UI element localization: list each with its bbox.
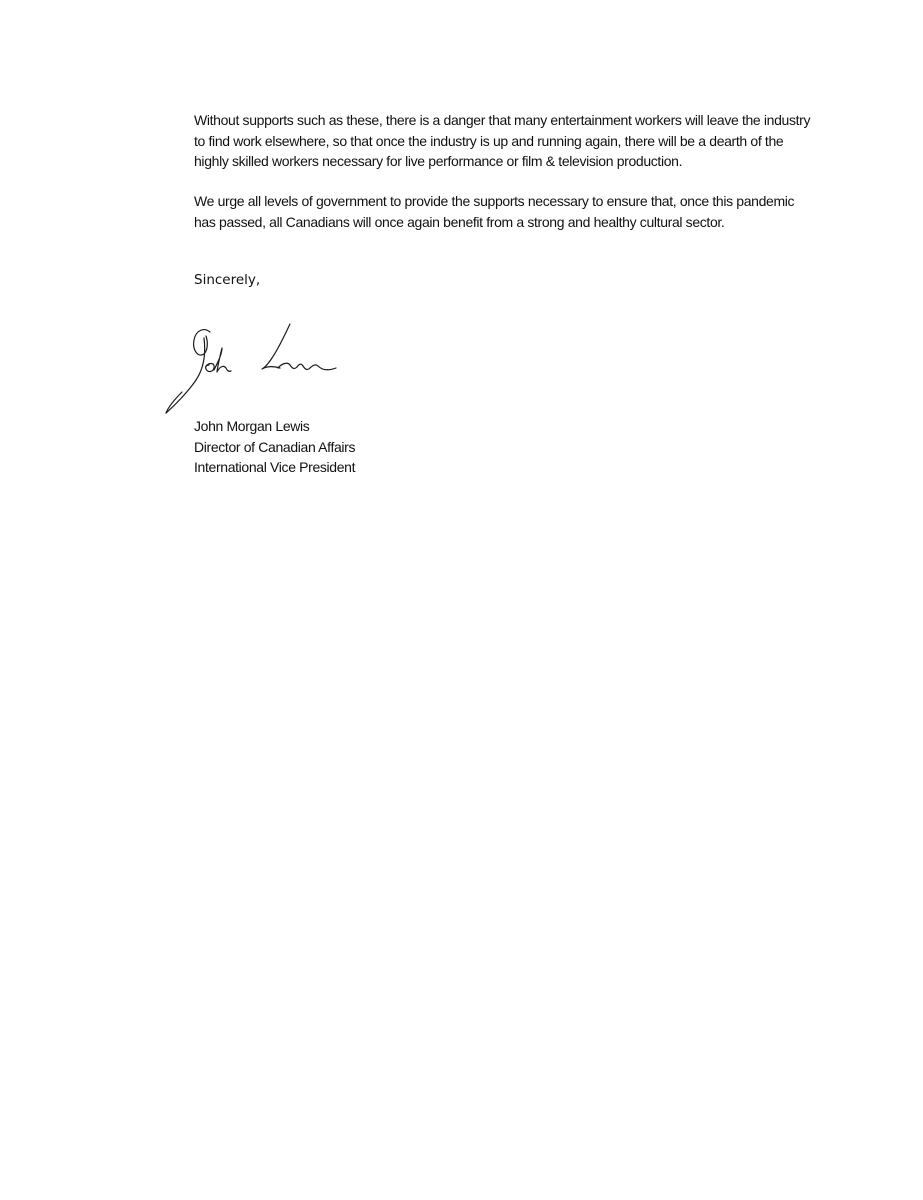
- body-paragraph: Without supports such as these, there is a danger that many entertainment workers will leave the industry to find work elsewhere, so that once the industry is up and running again, there will be a dearth of the highly skilled workers necessary for live performance or film & television production.: [194, 112, 811, 169]
- signer-role: International Vice President: [194, 459, 356, 475]
- closing-salutation: Sincerely,: [194, 272, 261, 288]
- signer-title: Director of Canadian Affairs: [194, 438, 356, 455]
- handwritten-signature: [160, 318, 340, 416]
- body-paragraph: We urge all levels of government to provide the supports necessary to ensure that, once this pandemic has passed, all Canadians will once again benefit from a strong and healthy cultural sector.: [194, 193, 795, 230]
- signer-name: John Morgan Lewis: [194, 418, 310, 434]
- signature-block: [194, 416, 355, 478]
